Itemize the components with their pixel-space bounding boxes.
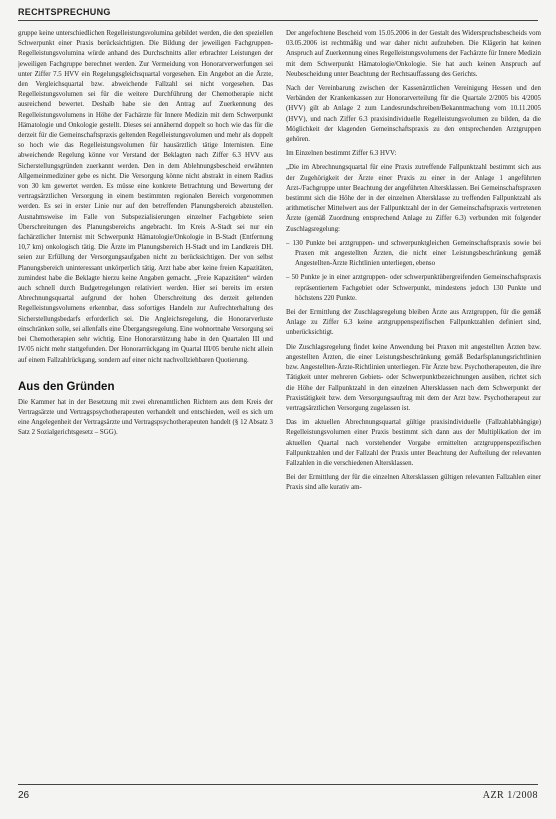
left-column <box>18 29 273 782</box>
body-paragraph: Bei der Ermittlung der Zuschlagsregelung bleiben Ärzte aus Arztgruppen, für die gemäß Anlage zu Ziffer 6.3 keine arztgruppenspezifischen Fallpunktzahlen definiert sind, unberücksichtigt. <box>286 309 541 337</box>
page-number: 26 <box>18 790 30 801</box>
section-label: RECHTSPRECHUNG <box>18 7 111 17</box>
body-paragraph: Das im aktuellen Abrechnungsquartal gültige praxisindividuelle (Fallzahlabhängige) Regelleistungsvolumen einer Praxis bestimmt sich dann aus der Multiplikation der im aktuellen Quartal nach vorstehender Vorgabe ermittelten arztgruppenspezifischen Fallpunktzahlen und der Fallzahl der Praxis unter Beachtung der Aufteilung der relevanten Fallzahlen in die verschiedenen Altersklassen. <box>286 419 541 467</box>
body-paragraph: gruppe keine unterschiedlichen Regelleistungsvolumina gebildet werden, die den speziellen Schwerpunkt einer Praxis berücksichtigten. Die Bildung der jeweiligen Fachgruppen-Regelleistungsvolumina würde anhand des Durchschnitts aller erbrachter Leistungen der jeweiligen Fachgruppe berechnet werden. Zur Vermeidung von Honorarverwerfungen sei unter Ziffer 7.5 HVV ein Regelungsgleichsquartal vorgesehen. Ein Angebot an die Ärzte, den Vergleichsquartal bzw. abweichende Fallzahl sei nicht vorgesehen. Das Regelleistungsvolumen sei für die weitere Durchführung der Chemotherapie nicht ausreichend bewertet. Deshalb habe sie den Antrag auf Zuerkennung des Regelleistungsvolumens in Höhe der Fachärzte für Innere Medizin mit dem Schwerpunkt Hämatologie und Onkologie gestellt. Dieses sei annähernd doppelt so hoch wie das für die derzeit für die Gemeinschaftspraxis geltenden Regelleistungsvolumen und mehr als doppelt so hoch wie das Regelleistungsvolumen für hausärztlich tätige Internisten. Eine abweichende Regelung könne vor Verstand der Beklagten nach Ziffer 6.3 HVV aus Sicherstellungsgründen zuerkannt werden. Den in dem Ablehnungsbescheid erwähnten Allgemeinmediziner gebe es nicht. Die Versorgung könne nicht abstrakt in einem Radius von 30 km gewertet werden. Es müsse eine konkrete Betrachtung und Bewertung der vertragsärztlichen Versorgung in einem bestimmten regionalen Bereich vorgenommen werden. Es sei in erster Linie nur auf den betreffenden Planungsbereich abzustellen. Ausnahmsweise im Falle von Subspezialisierungen einzelner Fachgebiete seien Überschreitungen des Planungsbereichs angebracht. Im Kreis A-Stadt sei nur ein fachärztlicher Internist mit Schwerpunkt Hämatologie/Onkologie in B-Stadt (Entfernung 10,7 km) onkologisch tätig. Die Ärzte im Planungsbereich H-Stadt und im Landkreis DH. seien zur Erfüllung der Versorgungsaufgaben nicht zu berücksichtigen. Der von selbst Planungsbereich uninteressant unkörperlich tätig. Arzt habe aber keine freien Kapazitäten, zumindest habe die Beklagte hierzu keine Angaben gemacht. „Freie Kapazitäten“ würden auch schnell durch Budgetregelungen relativiert werden. Hier sei bereits im ersten Abrechnungsquartal aufgrund der hohen Überschreitung des derzeit geltenden Regelleistungsvolumens erkennbar, dass sofortiges Handeln zur Aufrechterhaltung des Sicherstellungsbedarfs erforderlich sei. Die Angleichsregelung, die Honorarverluste einschränken solle, sei allenfalls eine Übergangsregelung. Eine wohnortnahe Versorgung sei bei Chemotherapien sehr wichtig. Eine Honorarstützung habe in den Quartalen III und IV/05 nicht mehr stattgefunden. Der Honorarrückgang im Quartal III/05 beruhe nicht allein auf einem Fallzahlrückgang, sondern auf einer nicht nachvollziehbaren Quotierung. <box>18 30 273 364</box>
body-paragraph: Nach der Vereinbarung zwischen der Kassenärztlichen Vereinigung Hessen und den Verbänden der Krankenkassen zur Honorarverteilung für die Quartale 2/2005 bis 4/2005 (HVV) gilt ab Anlage 2 zum Landesrundschreiben/Bekanntmachung vom 10.11.2005 (HVV), und nach Ziffer 6.3 praxisindividuelle Regelleistungsvolumen zu bilden, da die Möglichkeit der klagenden Gemeinschaftspraxis zu den entsprechenden Arztgruppen gehören. <box>286 85 541 144</box>
journal-issue: AZR 1/2008 <box>482 790 538 801</box>
body-paragraph: Die Zuschlagsregelung findet keine Anwendung bei Praxen mit angestellten Ärzten bzw. angestellten Ärzten, die einer Leistungsbeschränkung gemäß Bedarfsplanungsrichtlinien bzw. Angestellten-Ärzte-Richtlinien unterliegen. Für Ärzte bzw. Psychotherapeuten, die ihre Tätigkeit unter mehreren Gebiets- oder Schwerpunktbezeichnungen ausüben, richtet sich die Höhe der Fallpunktzahl in den einzelnen Altersklassen nach dem Schwerpunkt der Praxistätigkeit bzw. dem Versorgungsauftrag mit dem der Arzt bzw. Psychotherapeut zur vertragsärztlichen Versorgung zugelassen ist. <box>286 343 541 412</box>
footer-rule <box>18 784 538 785</box>
body-paragraph: Im Einzelnen bestimmt Ziffer 6.3 HVV: <box>286 150 397 158</box>
quoted-paragraph: „Die im Abrechnungsquartal für eine Praxis zutreffende Fallpunktzahl bestimmt sich aus der Zugehörigkeit der Ärzte einer Praxis zu einer in der Anlage 1 angeführten Arzt-/Fachgruppe unter Beachtung der angeführten Altersklassen. Bei Gemeinschaftspraxen bestimmt sich die Höhe der in der einzelnen Altersklasse zu treffenden Fallpunktzahl als arithmetischer Mittelwert aus der Fallpunktzahl der in der Gemeinschaftspraxis vertretenen Ärzte (gemäß Zuordnung entsprechend Anlage zu Ziffer 6.3) verbunden mit folgender Zuschlagsregelung: <box>286 164 541 233</box>
body-paragraph: Die Kammer hat in der Besetzung mit zwei ehrenamtlichen Richtern aus dem Kreis der Vertragsärzte und Vertragspsychotherapeuten verhandelt und entschieden, weil es sich um eine Angelegenheit der Vertragsärzte und Vertragspsychotherapeuten handelt (§ 12 Absatz 3 Satz 2 Sozialgerichtsgesetz – SGG). <box>18 398 273 437</box>
section-heading: Aus den Gründen <box>18 380 115 393</box>
body-paragraph: Der angefochtene Bescheid vom 15.05.2006 in der Gestalt des Widerspruchsbescheids vom 03.05.2006 ist rechtmäßig und war daher nicht aufzuheben. Die Klägerin hat keinen Anspruch auf Zuerkennung eines Regelleistungsvolumens der Fachärzte für Innere Medizin mit dem Schwerpunkt Hämatologie/Onkologie. Sie hat auch keinen Anspruch auf Neubescheidung unter Beachtung der Rechtsauffassung des Gerichts. <box>286 30 541 78</box>
dash-list-item: – 50 Punkte je in einer arztgruppen- oder schwerpunktübergreifenden Gemeinschaftspraxis repräsentiertem Fachgebiet oder Schwerpunkt, mindestens jedoch 130 Punkte und höchstens 220 Punkte. <box>286 274 541 302</box>
header-rule <box>18 20 538 21</box>
dash-list-item: – 130 Punkte bei arztgruppen- und schwerpunktgleichen Gemeinschaftspraxis sowie bei Praxen mit angestellten Ärzten, die nicht einer Leistungsbeschränkung gemäß Angestellten-Ärzte Richtlinien unterliegen, ebenso <box>286 239 541 268</box>
right-column <box>286 29 541 782</box>
body-paragraph: Bei der Ermittlung der für die einzelnen Altersklassen gültigen relevanten Fallzahlen einer Praxis sind alle kurativ am- <box>286 474 541 492</box>
